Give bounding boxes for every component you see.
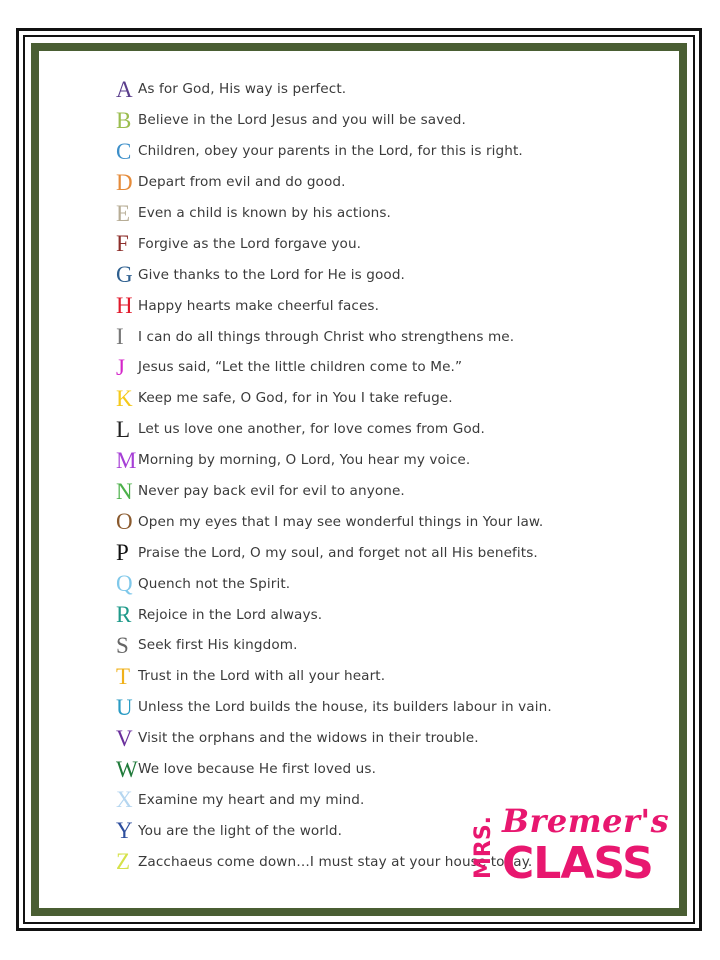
alphabet-row-l [116, 414, 552, 445]
verse-text: Examine my heart and my mind. [138, 791, 365, 808]
verse-text: Unless the Lord builds the house, its builders labour in vain. [138, 699, 552, 716]
alphabet-row-e [116, 198, 552, 229]
letter-b: B [116, 107, 132, 133]
verse-text: Morning by morning, O Lord, You hear my voice. [138, 452, 471, 469]
letter-y: Y [116, 818, 133, 844]
alphabet-row-b [116, 105, 552, 136]
letter-g: G [116, 262, 133, 288]
letter-c: C [116, 138, 132, 164]
letter-j: J [116, 354, 125, 380]
alphabet-row-h [116, 290, 552, 321]
logo-mrs-text: MRS. [471, 815, 496, 879]
letter-e: E [116, 200, 131, 226]
alphabet-row-k [116, 383, 552, 414]
alphabet-row-g [116, 259, 552, 290]
verse-text: Seek first His kingdom. [138, 637, 298, 654]
verse-text: Jesus said, “Let the little children come to Me.” [138, 359, 463, 376]
alphabet-row-o [116, 506, 552, 537]
letter-q: Q [116, 571, 133, 597]
alphabet-row-v [116, 723, 552, 754]
alphabet-row-t [116, 661, 552, 692]
letter-o: O [116, 509, 133, 535]
alphabet-row-j [116, 352, 552, 383]
verse-text: We love because He first loved us. [138, 761, 376, 778]
alphabet-row-u [116, 692, 552, 723]
verse-text: Depart from evil and do good. [138, 174, 346, 191]
verse-text: I can do all things through Christ who strengthens me. [138, 328, 515, 345]
alphabet-verse-list [116, 74, 552, 877]
logo-class-text: CLASS [502, 838, 653, 889]
verse-text: You are the light of the world. [138, 822, 343, 839]
letter-f: F [116, 231, 129, 257]
verse-text: Give thanks to the Lord for He is good. [138, 266, 405, 283]
letter-a: A [116, 76, 133, 102]
verse-text: Rejoice in the Lord always. [138, 606, 323, 623]
letter-p: P [116, 540, 129, 566]
verse-text: As for God, His way is perfect. [138, 81, 347, 98]
letter-r: R [116, 602, 132, 628]
verse-text: Zacchaeus come down…I must stay at your house today. [138, 853, 533, 870]
letter-h: H [116, 293, 133, 319]
verse-text: Trust in the Lord with all your heart. [138, 668, 386, 685]
alphabet-row-s [116, 630, 552, 661]
verse-text: Visit the orphans and the widows in their trouble. [138, 730, 479, 747]
letter-i: I [116, 324, 124, 350]
letter-u: U [116, 694, 133, 720]
verse-text: Keep me safe, O God, for in You I take refuge. [138, 390, 453, 407]
verse-text: Even a child is known by his actions. [138, 205, 391, 221]
verse-text: Open my eyes that I may see wonderful things in Your law. [138, 513, 544, 530]
alphabet-row-q [116, 568, 552, 599]
alphabet-row-d [116, 167, 552, 198]
alphabet-row-w [116, 754, 552, 785]
mrs-bremers-class-logo [468, 802, 668, 894]
alphabet-row-f [116, 228, 552, 259]
verse-text: Praise the Lord, O my soul, and forget not all His benefits. [138, 544, 538, 561]
verse-text: Forgive as the Lord forgave you. [138, 235, 362, 252]
letter-d: D [116, 169, 133, 195]
letter-x: X [116, 787, 133, 813]
alphabet-row-r [116, 599, 552, 630]
letter-v: V [116, 725, 133, 751]
alphabet-row-p [116, 537, 552, 568]
alphabet-row-m [116, 445, 552, 476]
alphabet-row-a [116, 74, 552, 105]
letter-n: N [116, 478, 133, 504]
verse-text: Believe in the Lord Jesus and you will be saved. [138, 112, 466, 129]
verse-text: Quench not the Spirit. [138, 575, 291, 592]
verse-text: Happy hearts make cheerful faces. [138, 297, 380, 314]
letter-w: W [116, 756, 138, 782]
verse-text: Children, obey your parents in the Lord, for this is right. [138, 143, 523, 160]
letter-t: T [116, 663, 131, 689]
alphabet-row-c [116, 136, 552, 167]
letter-k: K [116, 385, 133, 411]
alphabet-row-n [116, 476, 552, 507]
letter-z: Z [116, 849, 131, 875]
letter-s: S [116, 632, 129, 658]
logo-bremers-text: Bremer's [502, 802, 670, 840]
verse-text: Never pay back evil for evil to anyone. [138, 483, 405, 500]
alphabet-row-i [116, 321, 552, 352]
verse-text: Let us love one another, for love comes from God. [138, 421, 485, 438]
letter-m: M [116, 447, 137, 473]
letter-l: L [116, 416, 131, 442]
